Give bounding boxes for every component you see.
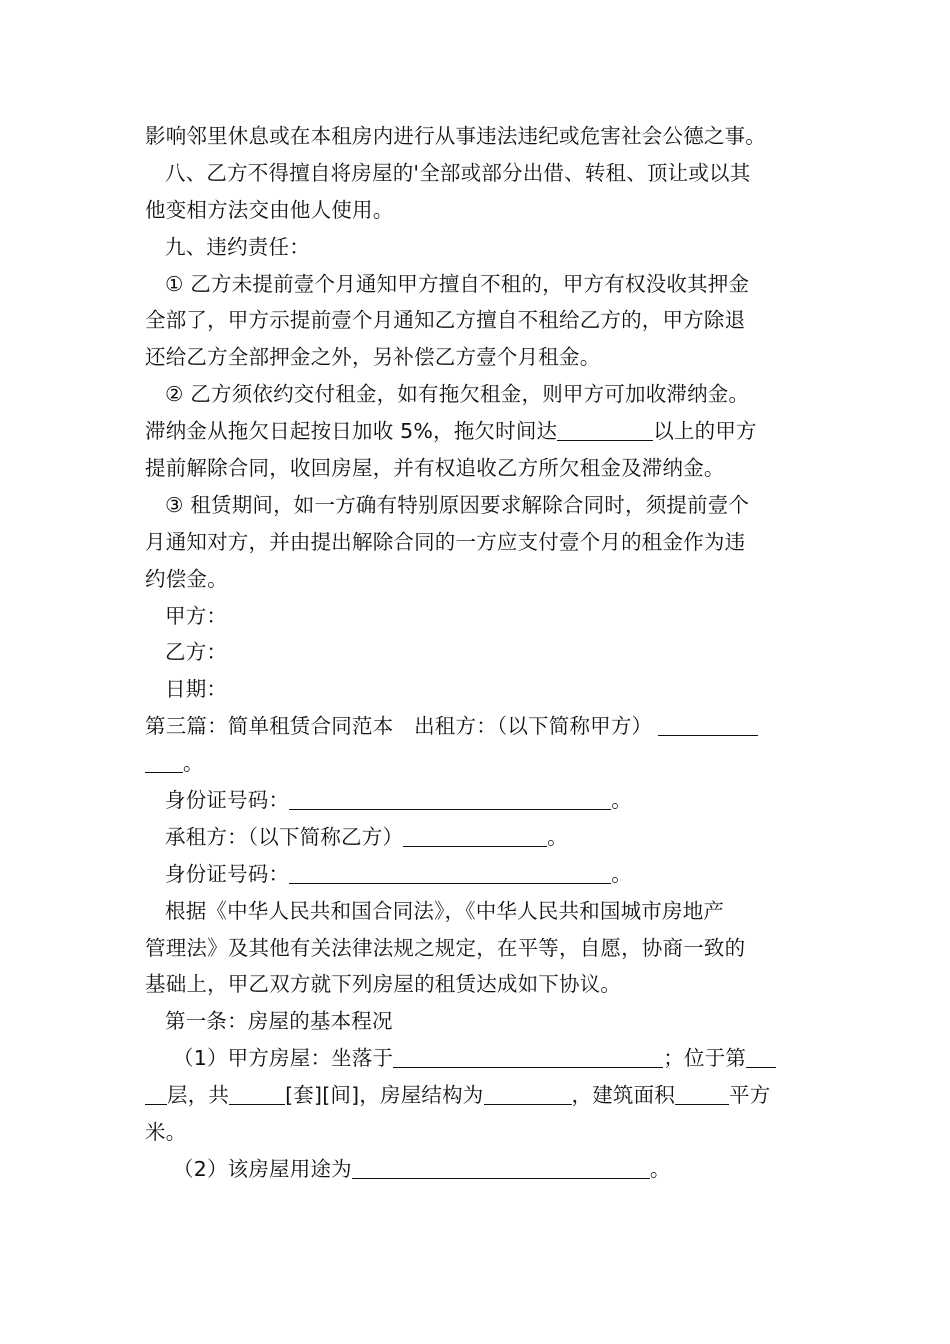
article-heading-line: [145, 1003, 807, 1040]
paragraph-line: [145, 487, 807, 524]
text-line: 。: [611, 788, 632, 813]
text-line: 。: [547, 824, 568, 849]
text-line: 基础上，甲乙双方就下列房屋的租赁达成如下协议。: [145, 972, 622, 997]
paragraph-line: [145, 266, 807, 303]
blank-field: [557, 418, 653, 441]
text-line: 平方: [729, 1083, 771, 1108]
section-heading: 第三篇：简单租赁合同范本 出租方：（以下简称甲方）: [145, 714, 653, 739]
section-heading-line: [145, 708, 807, 745]
blank-field: [403, 824, 547, 847]
text-line: 乙方：: [165, 640, 228, 665]
text-line: 提前解除合同，收回房屋，并有权追收乙方所欠租金及滞纳金。: [145, 456, 725, 481]
document-body: [145, 118, 807, 1188]
text-line: 。: [611, 861, 632, 886]
paragraph-line: [145, 192, 807, 229]
blank-field: [393, 1045, 663, 1068]
paragraph-line: [145, 930, 807, 967]
text-line: ，建筑面积: [571, 1083, 676, 1108]
text-line: （1）甲方房屋：坐落于: [173, 1046, 394, 1071]
text-line: 月通知对方，并由提出解除合同的一方应支付壹个月的租金作为违: [145, 529, 746, 554]
blank-field: [145, 750, 183, 773]
paragraph-line: [145, 1151, 807, 1188]
blank-field: [229, 1082, 285, 1105]
blank-field: [289, 861, 611, 884]
signature-line: [145, 634, 807, 671]
article-heading: 第一条：房屋的基本程况: [165, 1009, 393, 1034]
signature-line: [145, 598, 807, 635]
paragraph-line: [145, 893, 807, 930]
text-line: 承租方：（以下简称乙方）: [165, 824, 404, 849]
text-line: 甲方：: [165, 603, 228, 628]
text-line: （2）该房屋用途为: [173, 1156, 352, 1181]
text-line: 根据《中华人民共和国合同法》，《中华人民共和国城市房地产: [165, 898, 725, 923]
paragraph-line: [145, 1114, 807, 1151]
blank-field: [352, 1156, 650, 1179]
blank-field: [746, 1045, 776, 1068]
paragraph-line: [145, 966, 807, 1003]
signature-line: [145, 671, 807, 708]
text-line: 他变相方法交由他人使用。: [145, 197, 394, 222]
text-line: ；位于第: [663, 1046, 747, 1071]
text-line: 九、违约责任：: [165, 234, 310, 259]
text-line: 八、乙方不得擅自将房屋的'全部或部分出借、转租、顶让或以其: [165, 160, 751, 185]
paragraph-line: [145, 229, 807, 266]
text-line: 身份证号码：: [165, 861, 290, 886]
paragraph-line: [145, 782, 807, 819]
paragraph-line: [145, 1040, 807, 1077]
text-line: 约偿金。: [145, 566, 228, 591]
paragraph-line: [145, 413, 807, 450]
paragraph-line: [145, 302, 807, 339]
text-line: 日期：: [165, 677, 228, 702]
text-line: 还给乙方全部押金之外，另补偿乙方壹个月租金。: [145, 345, 601, 370]
blank-field: [658, 713, 758, 736]
paragraph-line: [145, 524, 807, 561]
blank-field: [675, 1082, 729, 1105]
blank-field: [289, 787, 611, 810]
paragraph-line: [145, 819, 807, 856]
text-line: 米。: [145, 1120, 187, 1145]
paragraph-line: [145, 339, 807, 376]
text-line: ① 乙方未提前壹个月通知甲方擅自不租的，甲方有权没收其押金: [165, 271, 750, 296]
text-line: 滞纳金从拖欠日起按日加收 5%，拖欠时间达: [145, 419, 558, 444]
text-line: 以上的甲方: [653, 419, 757, 444]
text-line: ③ 租赁期间，如一方确有特别原因要求解除合同时，须提前壹个: [165, 492, 750, 517]
paragraph-line: [145, 155, 807, 192]
text-line: 影响邻里休息或在本租房内进行从事违法违纪或危害社会公德之事。: [145, 124, 766, 148]
blank-field: [484, 1082, 572, 1105]
paragraph-line: [145, 1077, 807, 1114]
paragraph-line: [145, 561, 807, 598]
paragraph-line: [145, 118, 807, 155]
text-line: 管理法》及其他有关法律法规之规定，在平等，自愿，协商一致的: [145, 935, 746, 960]
text-line: 全部了，甲方示提前壹个月通知乙方擅自不租给乙方的，甲方除退: [145, 308, 746, 333]
text-line: 。: [183, 751, 204, 776]
text-line: ② 乙方须依约交付租金，如有拖欠租金，则甲方可加收滞纳金。: [165, 382, 750, 407]
paragraph-line: [145, 450, 807, 487]
blank-field: [145, 1082, 167, 1105]
paragraph-line: [145, 745, 807, 782]
text-line: 。: [649, 1156, 671, 1181]
text-line: 层，共: [167, 1083, 230, 1108]
text-line: [套][间]，房屋结构为: [285, 1083, 484, 1108]
text-line: 身份证号码：: [165, 788, 290, 813]
paragraph-line: [145, 376, 807, 413]
paragraph-line: [145, 856, 807, 893]
